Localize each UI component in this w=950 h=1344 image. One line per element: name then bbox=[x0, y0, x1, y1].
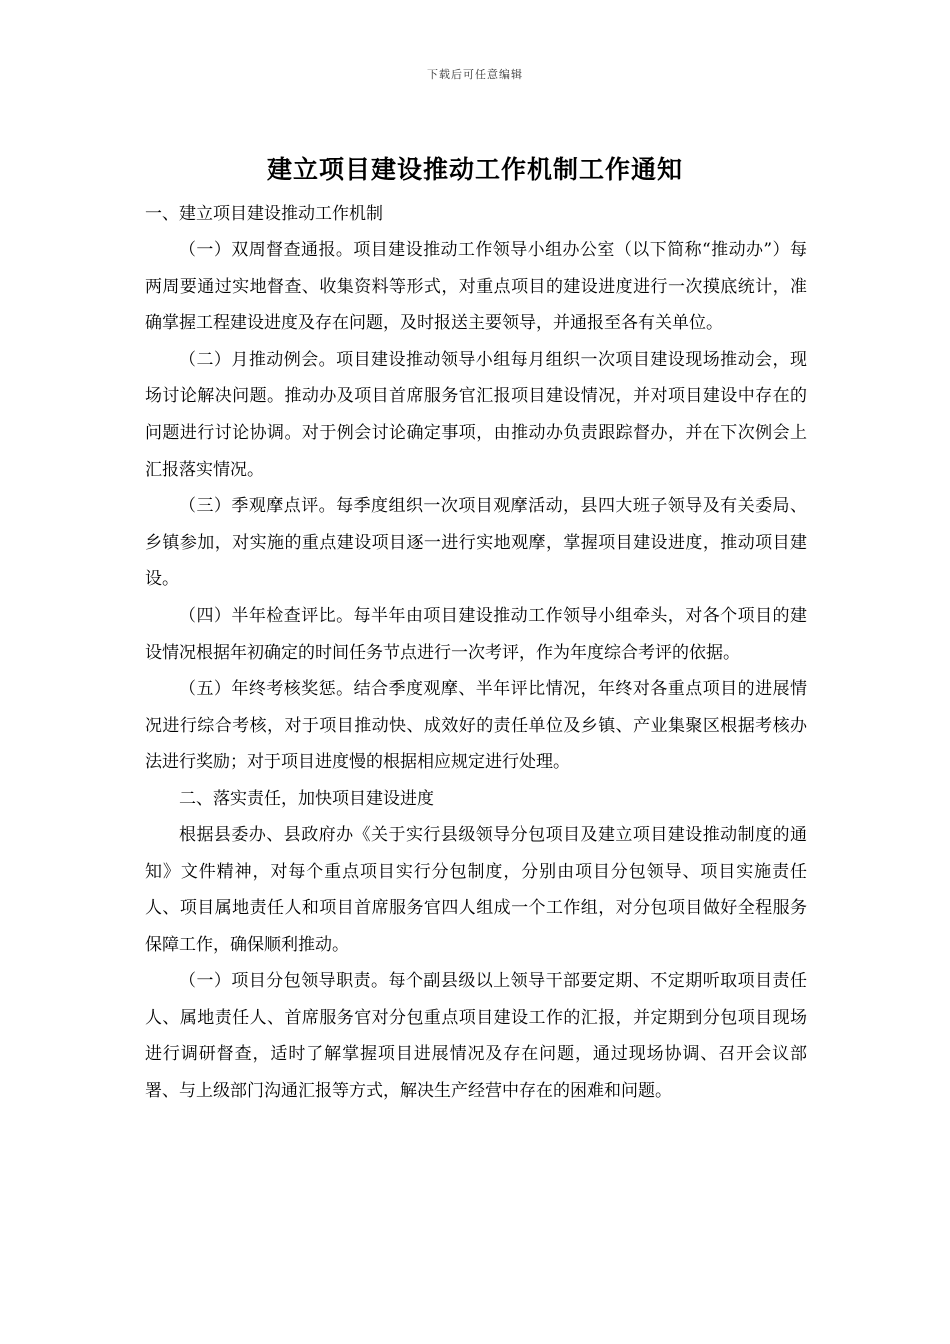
header-note: 下载后可任意编辑 bbox=[427, 68, 523, 81]
paragraph-1-3: （三）季观摩点评。每季度组织一次项目观摩活动，县四大班子领导及有关委局、乡镇参加，对实施的重点建设项目逐一进行实地观摩，掌握项目建设进度，推动项目建设。 bbox=[145, 496, 807, 590]
document-title: 建立项目建设推动工作机制工作通知 bbox=[266, 155, 683, 184]
paragraph-1-2: （二）月推动例会。项目建设推动领导小组每月组织一次项目建设现场推动会，现场讨论解决问题。推动办及项目首席服务官汇报项目建设情况，并对项目建设中存在的问题进行讨论协调。对于例会讨论确定事项，由推动办负责跟踪督办，并在下次例会上汇报落实情况。 bbox=[145, 349, 807, 480]
paragraph-1-5: （五）年终考核奖惩。结合季度观摩、半年评比情况，年终对各重点项目的进展情况进行综合考核，对于项目推动快、成效好的责任单位及乡镇、产业集聚区根据考核办法进行奖励；对于项目进度慢的根据相应规定进行处理。 bbox=[145, 679, 807, 773]
document-body bbox=[145, 196, 807, 1110]
section-heading-1: 一、建立项目建设推动工作机制 bbox=[145, 204, 383, 224]
paragraph-1-1: （一）双周督查通报。项目建设推动工作领导小组办公室（以下简称“推动办”）每两周要通过实地督查、收集资料等形式，对重点项目的建设进度进行一次摸底统计，准确掌握工程建设进度及存在问题，及时报送主要领导，并通报至各有关单位。 bbox=[145, 240, 807, 334]
paragraph-2-2: （一）项目分包领导职责。每个副县级以上领导干部要定期、不定期听取项目责任人、属地责任人、首席服务官对分包重点项目建设工作的汇报，并定期到分包项目现场进行调研督查，适时了解掌握项目进展情况及存在问题，通过现场协调、召开会议部署、与上级部门沟通汇报等方式，解决生产经营中存在的困难和问题。 bbox=[145, 971, 807, 1102]
paragraph-1-4: （四）半年检查评比。每半年由项目建设推动工作领导小组牵头，对各个项目的建设情况根据年初确定的时间任务节点进行一次考评，作为年度综合考评的依据。 bbox=[145, 605, 807, 663]
section-heading-2: 二、落实责任，加快项目建设进度 bbox=[179, 788, 434, 809]
paragraph-2-1: 根据县委办、县政府办《关于实行县级领导分包项目及建立项目建设推动制度的通知》文件精神，对每个重点项目实行分包制度，分别由项目分包领导、项目实施责任人、项目属地责任人和项目首席服务官四人组成一个工作组，对分包项目做好全程服务保障工作，确保顺利推动。 bbox=[145, 824, 807, 955]
